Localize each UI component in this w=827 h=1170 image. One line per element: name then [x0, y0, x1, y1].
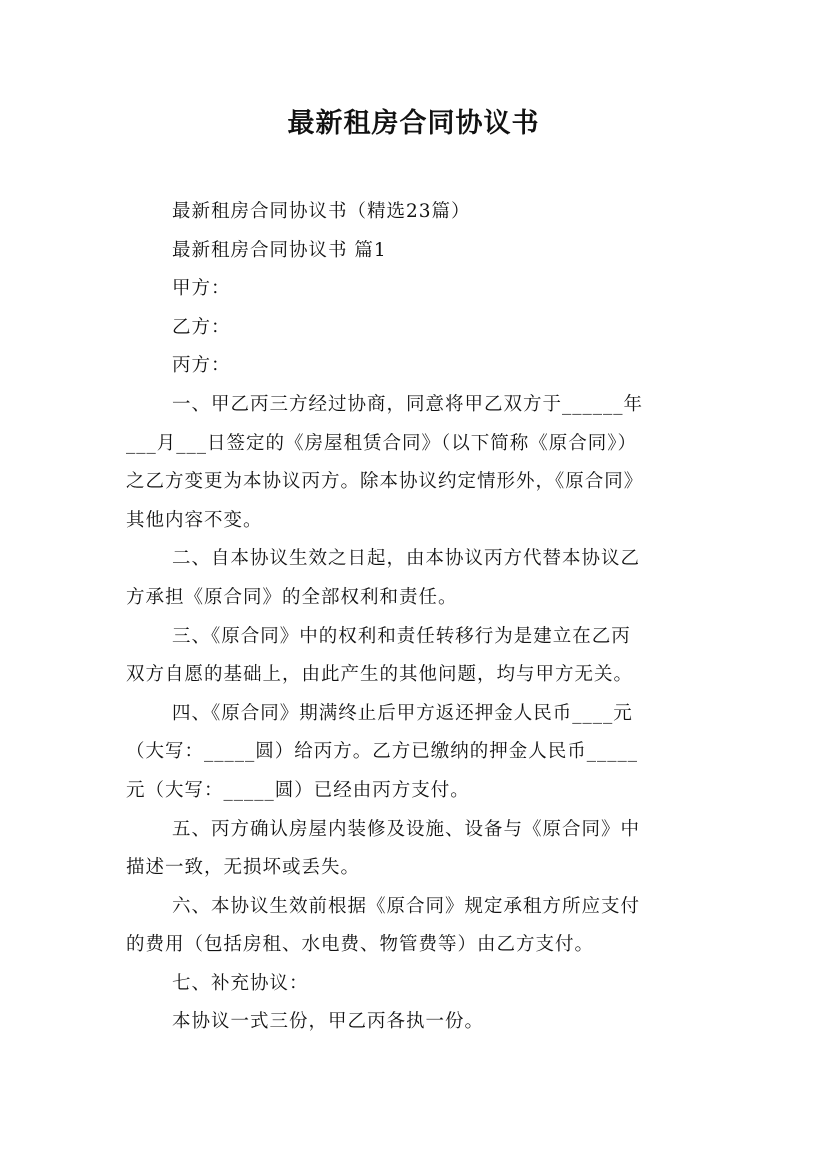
clause-2-line-2: 方承担《原合同》的全部权利和责任。	[126, 586, 458, 608]
clause-7-line-1: 七、补充协议：	[172, 972, 309, 994]
document-body	[126, 193, 702, 1042]
section-heading-line: 最新租房合同协议书 篇1	[172, 239, 387, 261]
clause-4-line-1: 四、《原合同》期满终止后甲方返还押金人民币____元	[172, 702, 633, 724]
subtitle-line: 最新租房合同协议书（精选23篇）	[172, 201, 471, 222]
closing-line: 本协议一式三份，甲乙丙各执一份。	[172, 1011, 485, 1033]
clause-1-line-3: 之乙方变更为本协议丙方。除本协议约定情形外，《原合同》	[126, 471, 644, 493]
clause-1-line-1: 一、甲乙丙三方经过协商，同意将甲乙双方于______年	[172, 393, 644, 415]
clause-1-line-2: ___月___日签定的《房屋租赁合同》（以下简称《原合同》）	[126, 432, 638, 454]
clause-6-line-1: 六、本协议生效前根据《原合同》规定承租方所应支付	[172, 895, 641, 917]
clause-5-line-1: 五、丙方确认房屋内装修及设施、设备与《原合同》中	[172, 818, 641, 840]
clause-4-line-3: 元（大写：_____圆）已经由丙方支付。	[126, 779, 470, 801]
party-a-line: 甲方：	[172, 278, 231, 300]
clause-6-line-2: 的费用（包括房租、水电费、物管费等）由乙方支付。	[126, 934, 595, 956]
clause-2-line-1: 二、自本协议生效之日起，由本协议丙方代替本协议乙	[172, 548, 641, 570]
clause-3-line-2: 双方自愿的基础上，由此产生的其他问题，均与甲方无关。	[126, 664, 634, 686]
document-title: 最新租房合同协议书	[287, 108, 540, 139]
clause-1-line-4: 其他内容不变。	[126, 509, 263, 531]
party-c-line: 丙方：	[172, 355, 231, 377]
clause-3-line-1: 三、《原合同》中的权利和责任转移行为是建立在乙丙	[172, 625, 631, 647]
clause-5-line-2: 描述一致，无损坏或丢失。	[126, 857, 361, 879]
party-b-line: 乙方：	[172, 316, 231, 338]
clause-4-line-2: （大写：_____圆）给丙方。乙方已缴纳的押金人民币_____	[126, 741, 639, 763]
